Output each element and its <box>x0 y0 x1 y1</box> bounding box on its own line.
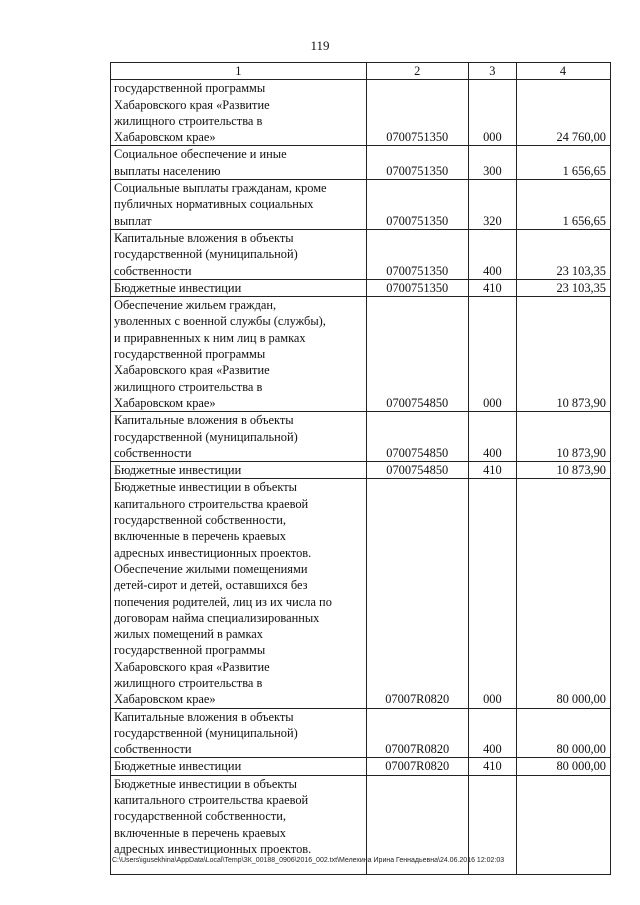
description-line: жилищного строительства в <box>114 379 263 394</box>
row-code: 07007R0820 <box>366 708 468 758</box>
description-line: Капитальные вложения в объекты <box>114 709 294 724</box>
description-line: Бюджетные инвестиции в объекты <box>114 480 297 495</box>
row-code: 0700751350 <box>366 146 468 180</box>
row-code: 0700751350 <box>366 229 468 279</box>
description-line: адресных инвестиционных проектов. <box>114 545 312 560</box>
row-code: 0700751350 <box>366 80 468 146</box>
description-last-line: Бюджетные инвестиции <box>114 280 242 295</box>
row-type: 300 <box>468 146 516 180</box>
description-line: Обеспечение жильем граждан, <box>114 298 277 313</box>
row-type: 400 <box>468 229 516 279</box>
table-header-row <box>111 63 611 80</box>
table-row <box>111 146 611 180</box>
row-description <box>111 412 367 462</box>
row-code: 07007R0820 <box>366 758 468 775</box>
description-line: публичных нормативных социальных <box>114 197 314 212</box>
page-number: 119 <box>310 38 330 53</box>
description-line: Социальные выплаты гражданам, кроме <box>114 181 327 196</box>
description-last-line: Хабаровском крае» <box>114 130 216 145</box>
header-col-amount: 4 <box>516 63 610 80</box>
row-description <box>111 758 367 775</box>
description-line: жилых помещений в рамках <box>114 627 263 642</box>
description-line: уволенных с военной службы (службы), <box>114 314 326 329</box>
description-line: адресных инвестиционных проектов. <box>114 841 312 856</box>
table-row <box>111 462 611 479</box>
description-line: включенные в перечень краевых <box>114 529 286 544</box>
description-line: государственной программы <box>114 643 266 658</box>
row-type: 000 <box>468 479 516 708</box>
row-code: 0700754850 <box>366 462 468 479</box>
row-code: 0700754850 <box>366 297 468 412</box>
row-amount: 80 000,00 <box>516 758 610 775</box>
table-row <box>111 412 611 462</box>
row-amount: 10 873,90 <box>516 412 610 462</box>
description-last-line: выплаты населению <box>114 163 221 178</box>
row-amount <box>516 775 610 874</box>
row-type: 400 <box>468 708 516 758</box>
description-last-line: Бюджетные инвестиции <box>114 759 242 774</box>
row-description <box>111 708 367 758</box>
description-last-line: Бюджетные инвестиции <box>114 463 242 478</box>
description-line: и приравненных к ним лиц в рамках <box>114 330 306 345</box>
row-type: 410 <box>468 758 516 775</box>
description-line: Капитальные вложения в объекты <box>114 413 294 428</box>
row-type: 410 <box>468 462 516 479</box>
description-line: детей-сирот и детей, оставшихся без <box>114 578 308 593</box>
row-description <box>111 229 367 279</box>
description-line: Хабаровского края «Развитие <box>114 363 270 378</box>
description-line: жилищного строительства в <box>114 113 263 128</box>
row-amount: 1 656,65 <box>516 146 610 180</box>
row-amount: 80 000,00 <box>516 479 610 708</box>
row-code: 0700754850 <box>366 412 468 462</box>
row-description <box>111 180 367 230</box>
description-last-line: выплат <box>114 213 152 228</box>
description-line: государственной (муниципальной) <box>114 429 298 444</box>
row-description <box>111 80 367 146</box>
row-description <box>111 462 367 479</box>
description-last-line: Хабаровском крае» <box>114 395 216 410</box>
description-line: государственной собственности, <box>114 513 287 528</box>
table-row <box>111 708 611 758</box>
footer-file-path: C:\Users\igusekhina\AppData\Local\Temp\ЗК_00188_0906\2016_002.txt\Мелехина Ирина Геннадьевна\24.06.2016 12:02:03 <box>112 857 505 864</box>
description-line: государственной программы <box>114 347 266 362</box>
row-amount: 23 103,35 <box>516 279 610 296</box>
description-line: государственной (муниципальной) <box>114 725 298 740</box>
description-line: жилищного строительства в <box>114 675 263 690</box>
description-last-line: собственности <box>114 742 192 757</box>
budget-table <box>110 62 611 875</box>
description-line: капитального строительства краевой <box>114 496 309 511</box>
row-code: 0700751350 <box>366 279 468 296</box>
row-code: 07007R0820 <box>366 479 468 708</box>
description-line: Социальное обеспечение и иные <box>114 147 287 162</box>
table-row <box>111 180 611 230</box>
description-last-line: Хабаровском крае» <box>114 692 216 707</box>
row-type: 320 <box>468 180 516 230</box>
description-line: Хабаровского края «Развитие <box>114 97 270 112</box>
row-description <box>111 279 367 296</box>
row-type: 410 <box>468 279 516 296</box>
row-description <box>111 479 367 708</box>
table-row <box>111 297 611 412</box>
row-type: 000 <box>468 297 516 412</box>
description-line: попечения родителей, лиц из их числа по <box>114 594 332 609</box>
description-line: договорам найма специализированных <box>114 610 320 625</box>
table-row <box>111 279 611 296</box>
row-type: 000 <box>468 80 516 146</box>
header-col-description: 1 <box>111 63 367 80</box>
header-col-type: 3 <box>468 63 516 80</box>
row-amount: 24 760,00 <box>516 80 610 146</box>
description-line: государственной программы <box>114 81 266 96</box>
description-line: Обеспечение жилыми помещениями <box>114 561 308 576</box>
table-row <box>111 80 611 146</box>
description-line: включенные в перечень краевых <box>114 825 286 840</box>
table-row <box>111 758 611 775</box>
table-row <box>111 229 611 279</box>
header-col-code: 2 <box>366 63 468 80</box>
row-type: 400 <box>468 412 516 462</box>
description-line: Капитальные вложения в объекты <box>114 230 294 245</box>
row-amount: 10 873,90 <box>516 462 610 479</box>
row-amount: 23 103,35 <box>516 229 610 279</box>
description-line: капитального строительства краевой <box>114 793 309 808</box>
description-last-line: собственности <box>114 445 192 460</box>
row-amount: 10 873,90 <box>516 297 610 412</box>
row-description <box>111 146 367 180</box>
description-line: государственной собственности, <box>114 809 287 824</box>
row-amount: 80 000,00 <box>516 708 610 758</box>
row-description <box>111 297 367 412</box>
description-line: государственной (муниципальной) <box>114 247 298 262</box>
row-code: 0700751350 <box>366 180 468 230</box>
table-row <box>111 479 611 708</box>
description-last-line: собственности <box>114 263 192 278</box>
description-line: Бюджетные инвестиции в объекты <box>114 776 297 791</box>
budget-table-body <box>111 63 611 875</box>
row-amount: 1 656,65 <box>516 180 610 230</box>
description-line: Хабаровского края «Развитие <box>114 659 270 674</box>
